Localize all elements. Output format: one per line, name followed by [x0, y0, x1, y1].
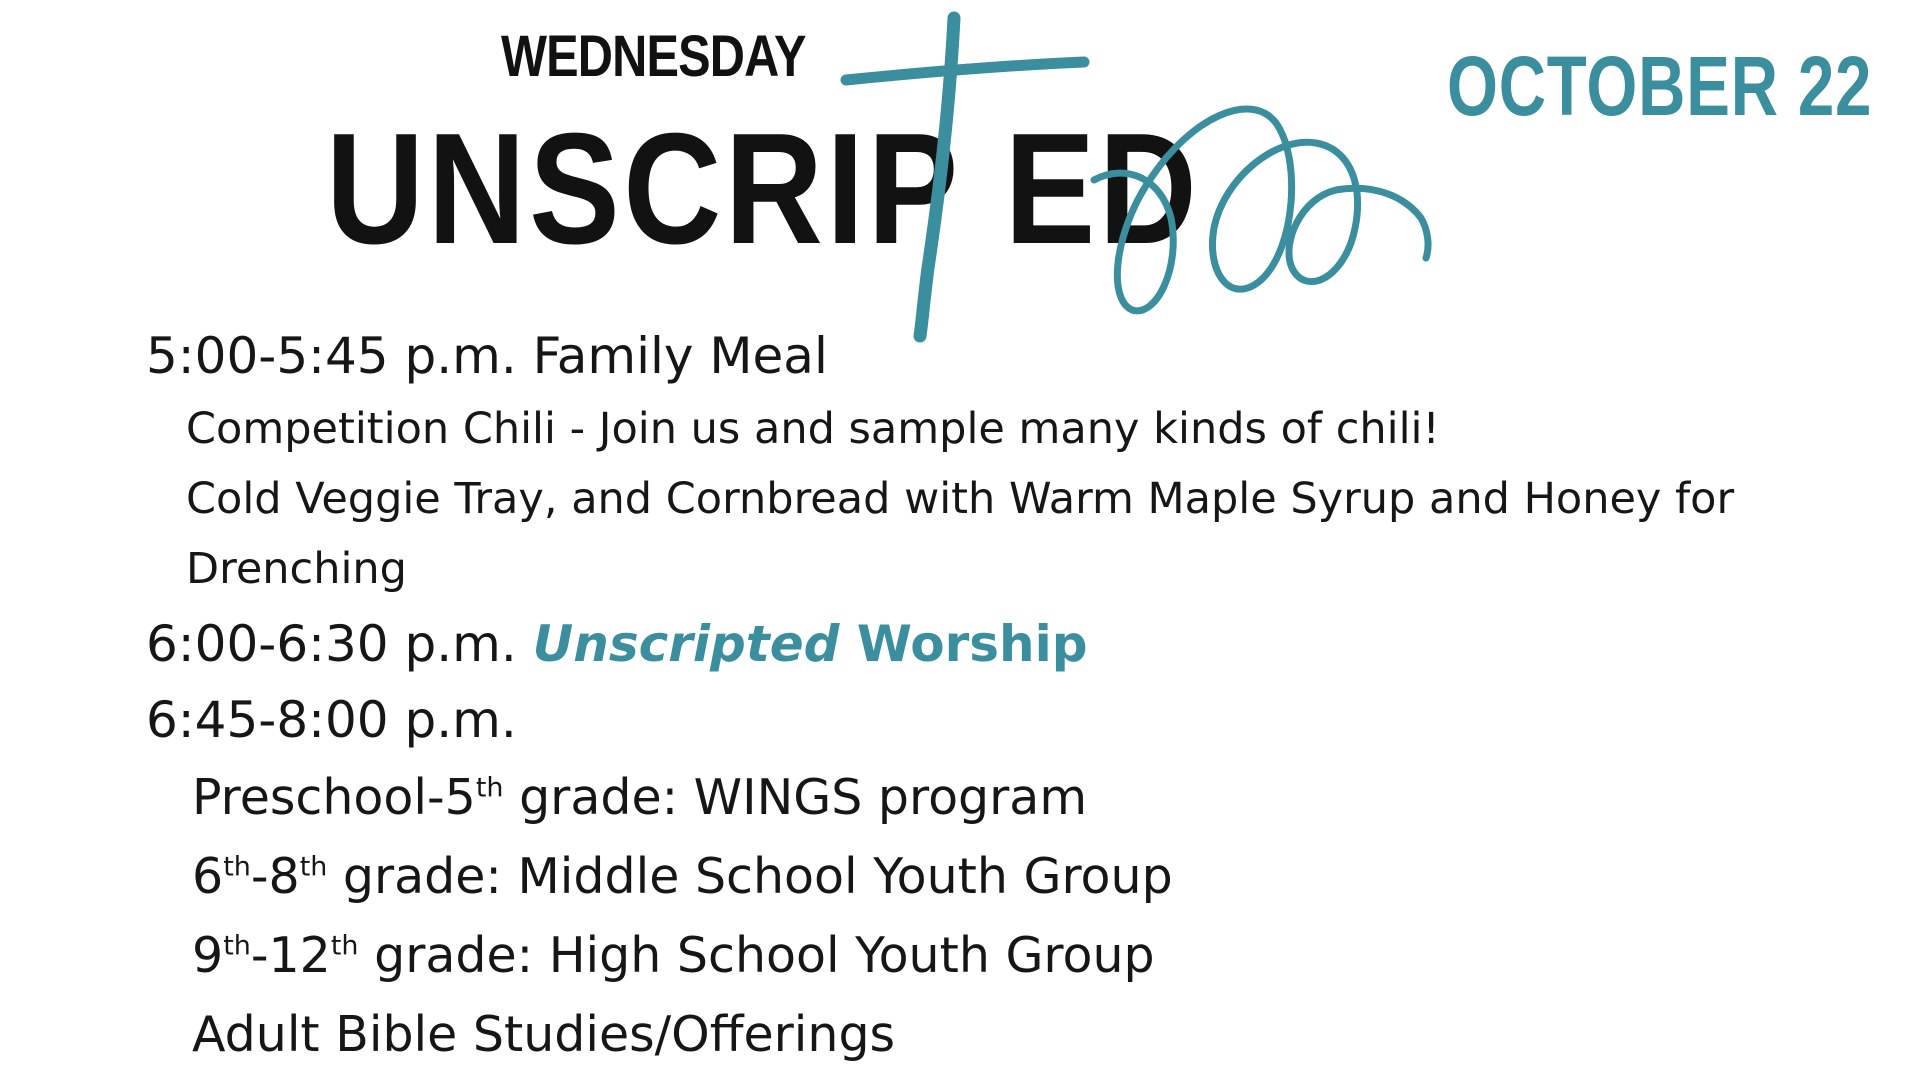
meal-detail-sides: Cold Veggie Tray, and Cornbread with Warm Maple Syrup and Honey for Drenching [186, 474, 1735, 594]
program-preschool-range: Preschool-5 [192, 769, 476, 826]
meal-detail-chili: Competition Chili - Join us and sample many kinds of chili! [186, 404, 1440, 454]
program-preschool-sup: th [475, 772, 504, 804]
program-preschool-desc: grade: WINGS program [503, 769, 1088, 826]
program-preschool [192, 758, 1796, 837]
meal-time: 5:00-5:45 p.m. Family Meal [146, 327, 828, 385]
event-date: OCTOBER 22 [1446, 39, 1872, 133]
scribble-loops [1094, 109, 1428, 311]
programs-time: 6:45-8:00 p.m. [146, 691, 517, 749]
program-middle-sup-b: th [299, 851, 328, 883]
program-middle-desc: grade: Middle School Youth Group [327, 848, 1173, 905]
worship-title [533, 615, 1088, 673]
schedule [146, 318, 1796, 1074]
unscripted-logo [326, 18, 1476, 348]
worship-slot [146, 606, 1796, 682]
program-high-school [192, 916, 1796, 995]
program-adult: Adult Bible Studies/Offerings [192, 1006, 896, 1063]
program-middle-sup-a: th [223, 851, 251, 883]
worship-title-italic: Unscripted [532, 615, 840, 673]
cross-horizontal-stroke [846, 62, 1084, 80]
program-middle-end: -8 [250, 848, 300, 905]
program-high-sup-b: th [330, 930, 359, 962]
program-high-sup-a: th [223, 930, 251, 962]
program-high-desc: grade: High School Youth Group [358, 927, 1155, 984]
program-middle-school [192, 837, 1796, 916]
program-high-end: -12 [250, 927, 331, 984]
cross-scribble-icon [326, 18, 1476, 348]
logo-unscripted-right: ED [1004, 101, 1201, 277]
program-middle-start: 6 [192, 848, 224, 905]
logo-wednesday-text: WEDNESDAY [501, 24, 806, 89]
program-high-start: 9 [192, 927, 224, 984]
worship-time: 6:00-6:30 p.m. [146, 615, 517, 673]
logo-unscripted-left: UNSCRIP [326, 101, 962, 277]
worship-title-rest: Worship [839, 615, 1088, 673]
